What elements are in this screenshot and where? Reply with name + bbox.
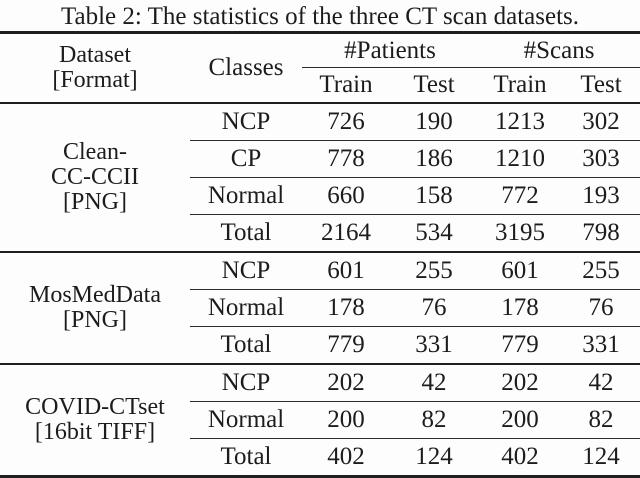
value-cell: 186 <box>390 141 478 178</box>
statistics-table <box>0 31 640 478</box>
value-cell: 190 <box>390 103 478 141</box>
table-caption: Table 2: The statistics of the three CT scan datasets. <box>60 3 580 30</box>
dataset-line: [PNG] <box>63 307 127 333</box>
value-cell: 124 <box>415 443 453 470</box>
value-cell: 178 <box>302 290 390 327</box>
dataset-cell <box>0 103 190 252</box>
class-cell: NCP <box>190 103 302 141</box>
table-row <box>0 364 640 402</box>
value-cell: 255 <box>562 252 640 290</box>
value-cell: 726 <box>302 103 390 141</box>
value-cell: 82 <box>390 402 478 439</box>
value-cell: 778 <box>302 141 390 178</box>
value-cell: 601 <box>478 252 562 290</box>
class-cell: Total <box>220 443 272 470</box>
dataset-cell <box>0 364 190 477</box>
value-cell: 42 <box>390 364 478 402</box>
value-cell: 303 <box>562 141 640 178</box>
dataset-line: Clean- <box>63 138 127 165</box>
value-cell: 124 <box>582 443 620 470</box>
value-cell: 42 <box>562 364 640 402</box>
value-cell: 601 <box>302 252 390 290</box>
value-cell: 193 <box>562 178 640 215</box>
value-cell: 255 <box>390 252 478 290</box>
value-cell: 772 <box>478 178 562 215</box>
value-cell: 2164 <box>302 215 390 253</box>
dataset-line: CC-CCII <box>50 163 139 190</box>
value-cell: 779 <box>478 327 562 365</box>
table-row <box>0 252 640 290</box>
header-dataset-line: Dataset <box>59 41 131 68</box>
dataset-line: [PNG] <box>63 189 127 216</box>
dataset-line: [16bit TIFF] <box>34 419 156 445</box>
dataset-cell <box>0 252 190 364</box>
value-cell: 178 <box>478 290 562 327</box>
value-cell: 331 <box>390 327 478 365</box>
value-cell: 1210 <box>478 141 562 178</box>
value-cell: 1213 <box>478 103 562 141</box>
class-cell: Normal <box>190 290 302 327</box>
value-cell: 534 <box>390 215 478 253</box>
header-scans-test: Test <box>562 68 640 104</box>
value-cell: 82 <box>562 402 640 439</box>
value-cell: 158 <box>390 178 478 215</box>
class-cell: NCP <box>190 252 302 290</box>
class-cell: Total <box>190 327 302 365</box>
header-format-line: [Format] <box>52 67 138 93</box>
value-cell: 402 <box>501 443 539 470</box>
dataset-line: COVID-CTset <box>25 393 165 420</box>
class-cell: CP <box>190 141 302 178</box>
class-cell: Total <box>190 215 302 253</box>
class-cell: NCP <box>190 364 302 402</box>
header-scans-train: Train <box>478 68 562 104</box>
value-cell: 76 <box>390 290 478 327</box>
value-cell: 798 <box>562 215 640 253</box>
class-cell: Normal <box>190 178 302 215</box>
value-cell: 202 <box>302 364 390 402</box>
header-dataset-format <box>0 33 190 104</box>
value-cell: 331 <box>562 327 640 365</box>
header-patients-test: Test <box>390 68 478 104</box>
value-cell: 660 <box>302 178 390 215</box>
value-cell: 202 <box>478 364 562 402</box>
value-cell: 200 <box>478 402 562 439</box>
dataset-line: MosMedData <box>29 281 161 308</box>
value-cell: 200 <box>302 402 390 439</box>
header-scans: #Scans <box>478 33 640 68</box>
value-cell: 76 <box>562 290 640 327</box>
header-patients-train: Train <box>302 68 390 104</box>
value-cell: 402 <box>327 443 365 470</box>
header-classes: Classes <box>190 33 302 104</box>
value-cell: 302 <box>562 103 640 141</box>
value-cell: 779 <box>302 327 390 365</box>
header-patients: #Patients <box>302 33 478 68</box>
class-cell: Normal <box>190 402 302 439</box>
table-row <box>0 103 640 141</box>
value-cell: 3195 <box>478 215 562 253</box>
